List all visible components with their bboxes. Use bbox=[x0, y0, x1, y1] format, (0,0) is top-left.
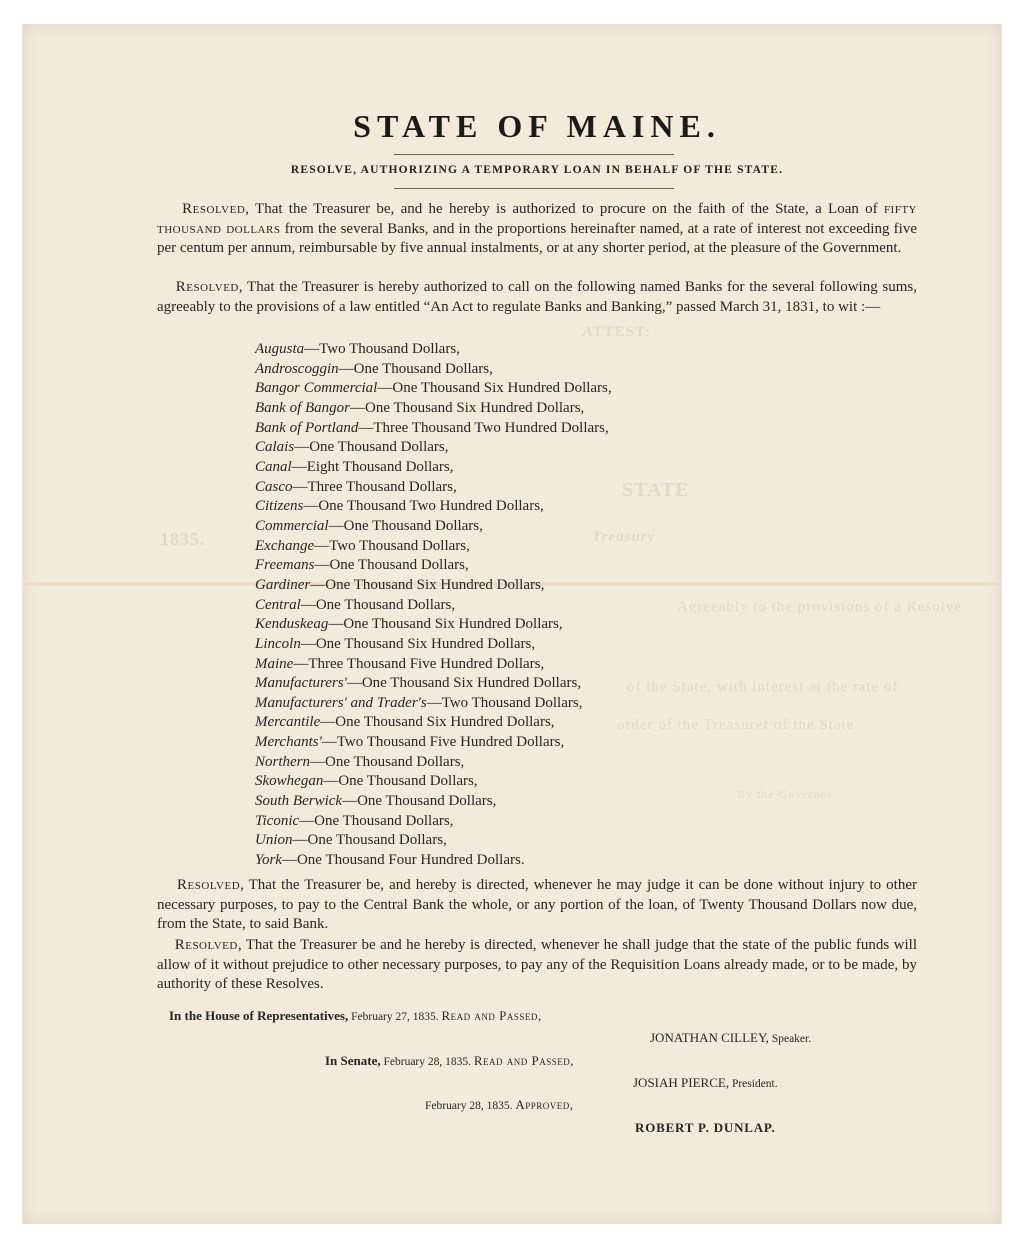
bleed-through-text: ATTEST: bbox=[582, 324, 651, 340]
document-title: STATE OF MAINE. bbox=[353, 108, 721, 144]
bank-entry bbox=[255, 655, 855, 675]
bank-amount: —Two Thousand Dollars, bbox=[304, 341, 460, 357]
document-sheet bbox=[22, 24, 1002, 1224]
bank-amount: —Two Thousand Dollars, bbox=[426, 694, 583, 711]
bank-amount: —One Thousand Dollars, bbox=[323, 773, 478, 790]
bleed-through-text: order of the Treasurer of the State. bbox=[617, 717, 860, 733]
resolve-lead: Resolved bbox=[175, 279, 239, 295]
resolve-3: Resolved, That the Treasurer be, and hereby is directed, whenever he may judge it can be done without injury to other necessary purposes, to pay to the Central Bank the whole, or any portion of the loan, of Twenty Thousand Dollars now due, from the State, to said Bank. bbox=[157, 877, 917, 933]
bank-amount: —One Thousand Six Hundred Dollars, bbox=[320, 714, 555, 731]
senate-body: In Senate, bbox=[325, 1053, 381, 1068]
bank-amount: —One Thousand Dollars, bbox=[294, 439, 449, 456]
bank-name: South Berwick bbox=[255, 793, 343, 810]
bank-name: Mercantile bbox=[255, 714, 321, 731]
bank-amount: —One Thousand Dollars, bbox=[314, 557, 469, 574]
bank-entry bbox=[255, 615, 855, 635]
bank-entry bbox=[255, 537, 855, 557]
bank-name: Skowhegan bbox=[255, 773, 324, 790]
bank-amount: —Three Thousand Five Hundred Dollars, bbox=[293, 655, 545, 672]
senate-signer: JOSIAH PIERCE, bbox=[633, 1075, 730, 1090]
approval-line bbox=[425, 1097, 574, 1113]
house-body: In the House of Representatives, bbox=[169, 1008, 349, 1023]
bank-entry bbox=[255, 831, 855, 851]
resolve-lead: Resolved bbox=[182, 201, 246, 217]
bank-amount: —One Thousand Six Hundred Dollars, bbox=[377, 380, 612, 397]
bank-name: Exchange bbox=[255, 537, 315, 554]
approval-action: Approved, bbox=[515, 1097, 574, 1112]
bank-entry bbox=[255, 438, 855, 458]
bank-amount: —One Thousand Dollars, bbox=[299, 812, 454, 829]
resolve-lead: Resolved bbox=[177, 877, 241, 893]
bank-amount: —One Thousand Dollars, bbox=[310, 753, 465, 770]
bank-amount: —One Thousand Six Hundred Dollars, bbox=[310, 576, 545, 593]
bank-entry bbox=[255, 753, 855, 773]
bank-name: Augusta bbox=[255, 341, 305, 357]
bleed-through-text: STATE bbox=[622, 479, 690, 501]
bank-name: Maine bbox=[255, 655, 294, 672]
bank-amount: —One Thousand Four Hundred Dollars. bbox=[281, 852, 525, 869]
resolve-1: Resolved, That the Treasurer be, and he hereby is authorized to procure on the faith of the State, a Loan of fifty thousand dollars from the several Banks, and in the proportions hereinafter named, at a rate of interest not exceeding five per centum per annum, reimbursable by five annual instalments, or at any shorter period, at the pleasure of the Government. bbox=[157, 201, 917, 257]
bank-entry bbox=[255, 812, 855, 832]
bank-amount: —One Thousand Six Hundred Dollars, bbox=[350, 399, 585, 416]
bleed-through-text: 1835. bbox=[160, 529, 206, 549]
bank-amount: —One Thousand Six Hundred Dollars, bbox=[300, 635, 536, 652]
house-action: Read and Passed, bbox=[441, 1008, 542, 1023]
bank-entry bbox=[255, 458, 855, 478]
bank-entry bbox=[255, 360, 855, 380]
bank-name: Gardiner bbox=[255, 576, 311, 593]
house-passage-line bbox=[169, 1008, 542, 1024]
bank-name: Merchants' bbox=[255, 734, 322, 751]
bank-entry bbox=[255, 713, 855, 733]
bank-amount: —One Thousand Dollars, bbox=[342, 793, 497, 810]
bank-name: Union bbox=[255, 832, 293, 849]
document-subtitle: RESOLVE, AUTHORIZING A TEMPORARY LOAN IN BEHALF OF THE STATE. bbox=[290, 164, 784, 176]
senate-date: February 28, 1835. bbox=[380, 1056, 474, 1068]
bank-entry bbox=[255, 556, 855, 576]
resolve-4: Resolved, That the Treasurer be and he hereby is directed, whenever he shall judge that the state of the public funds will allow of it without prejudice to other necessary purposes, to pay any of the Requisition Loans already made, or to be made, by authority of these Resolves. bbox=[157, 937, 917, 993]
bank-amount: —One Thousand Dollars, bbox=[328, 517, 483, 534]
bank-amount: —One Thousand Six Hundred Dollars, bbox=[328, 616, 563, 633]
bank-amount: —One Thousand Dollars, bbox=[300, 596, 456, 613]
bank-entry bbox=[255, 772, 855, 792]
bank-entry bbox=[255, 635, 855, 655]
bank-entry bbox=[255, 576, 855, 596]
bank-entry bbox=[255, 497, 855, 517]
bank-entry bbox=[255, 596, 855, 616]
senate-signature bbox=[633, 1075, 778, 1091]
bleed-through-text: By the Governor. bbox=[737, 787, 836, 801]
bank-name: Androscoggin bbox=[255, 360, 339, 377]
approval-date: February 28, 1835. bbox=[425, 1100, 516, 1112]
bank-amount: —One Thousand Dollars, bbox=[292, 832, 447, 849]
bank-name: Central bbox=[255, 596, 301, 613]
bank-entry bbox=[255, 851, 855, 871]
bank-entry bbox=[255, 517, 855, 537]
house-signer: JONATHAN CILLEY, bbox=[650, 1030, 769, 1045]
bank-entry bbox=[255, 379, 855, 399]
bank-amount: —One Thousand Six Hundred Dollars, bbox=[346, 675, 582, 692]
bank-amount: —One Thousand Two Hundred Dollars, bbox=[303, 498, 544, 515]
bank-amount: —Three Thousand Two Hundred Dollars, bbox=[358, 419, 609, 436]
resolve-lead: Resolved bbox=[174, 937, 238, 953]
loan-amount: fifty thousand dollars bbox=[157, 201, 917, 237]
bank-name: York bbox=[255, 852, 282, 869]
bleed-through-text: of the State, with interest at the rate of bbox=[627, 679, 899, 695]
bank-name: Kenduskeag bbox=[255, 616, 329, 633]
bank-entry bbox=[255, 340, 855, 360]
bank-amount: —Two Thousand Dollars, bbox=[314, 537, 470, 554]
bank-entry bbox=[255, 674, 855, 694]
bank-name: Manufacturers' and Trader's bbox=[255, 694, 427, 711]
bank-amount: —One Thousand Dollars, bbox=[338, 360, 493, 377]
bank-name: Citizens bbox=[255, 498, 304, 515]
bleed-through-text: Agreeably to the provisions of a Resolve bbox=[677, 599, 962, 615]
bank-name: Commercial bbox=[255, 517, 329, 534]
bank-name: Bank of Bangor bbox=[255, 399, 350, 416]
bank-name: Ticonic bbox=[255, 812, 300, 829]
senate-action: Read and Passed, bbox=[473, 1053, 575, 1068]
resolve-2: Resolved, That the Treasurer is hereby authorized to call on the following named Banks for the several following sums, agreeably to the provisions of a law entitled “An Act to regulate Banks and Banking,” passed March 31, 1831, to wit :— bbox=[157, 279, 918, 315]
bank-name: Northern bbox=[255, 753, 311, 770]
bank-name: Bangor Commercial bbox=[255, 380, 378, 397]
senate-passage-line bbox=[325, 1053, 574, 1069]
bank-name: Casco bbox=[255, 478, 293, 495]
bank-amount: —Three Thousand Dollars, bbox=[292, 478, 457, 495]
bank-name: Freemans bbox=[255, 557, 315, 574]
bank-entry bbox=[255, 478, 855, 498]
bank-entry bbox=[255, 733, 855, 753]
house-date: February 27, 1835. bbox=[348, 1011, 442, 1023]
governor-signature: ROBERT P. DUNLAP. bbox=[635, 1120, 776, 1135]
bank-list bbox=[255, 340, 855, 871]
bank-entry bbox=[255, 399, 855, 419]
bank-name: Canal bbox=[255, 458, 292, 475]
title-rule bbox=[394, 154, 674, 155]
bank-name: Manufacturers' bbox=[255, 675, 347, 692]
bank-name: Bank of Portland bbox=[255, 419, 359, 436]
bank-entry bbox=[255, 694, 855, 714]
bleed-through-text: Treasury bbox=[592, 529, 656, 545]
house-signature bbox=[650, 1030, 811, 1046]
bank-name: Lincoln bbox=[255, 635, 301, 652]
bank-entry bbox=[255, 419, 855, 439]
bank-name: Calais bbox=[255, 439, 295, 456]
bank-amount: —Eight Thousand Dollars, bbox=[291, 458, 454, 475]
house-role: Speaker. bbox=[768, 1033, 812, 1045]
subtitle-rule bbox=[394, 188, 674, 189]
bank-entry bbox=[255, 792, 855, 812]
bank-amount: —Two Thousand Five Hundred Dollars, bbox=[321, 734, 565, 751]
senate-role: President. bbox=[729, 1078, 778, 1090]
